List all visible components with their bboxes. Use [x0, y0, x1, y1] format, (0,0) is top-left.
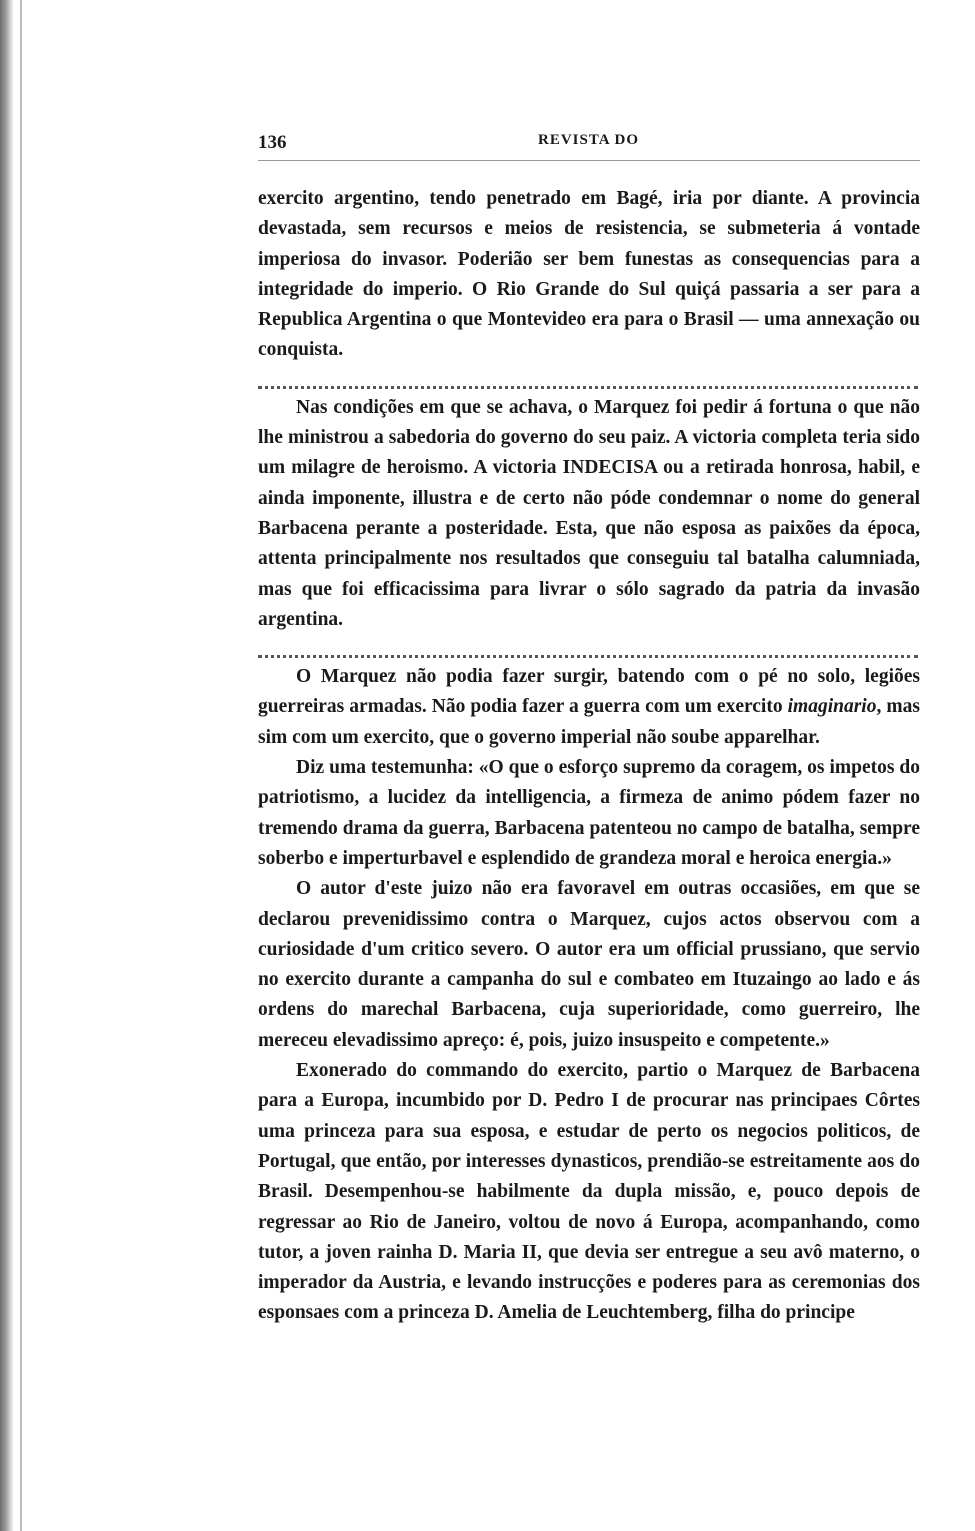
binding-edge-line	[20, 0, 22, 1531]
page-number: 136	[258, 132, 287, 153]
paragraph-6: Exonerado do commando do exercito, partio o Marquez de Barbacena para a Europa, incumbido por D. Pedro I de procurar nas principaes Côrtes uma princeza para sua esposa, e estudar de perto os negocios politicos, de Portugal, que então, por interesses dynasticos, prendião-se estreitamente aos do Brasil. Desempenhou-se habilmente da dupla missão, e, pouco depois de regressar ao Rio de Janeiro, voltou de novo á Europa, acompanhando, como tutor, a joven rainha D. Maria II, que devia ser entregue a seu avô materno, o imperador da Austria, e levando instrucções e poderes para as ceremonias dos esponsaes com a princeza D. Amelia de Leuchtemberg, filha do principe	[258, 1060, 920, 1324]
dotted-separator-1	[258, 368, 918, 389]
paragraph-1: exercito argentino, tendo penetrado em Bagé, iria por diante. A provincia devastada, sem recursos e meios de resistencia, se submeteria á vontade imperiosa do invasor. Poderião ser bem funestas as consequencias para a integridade do imperio. O Rio Grande do Sul quiçá passaria a ser para a Republica Argentina o que Montevideo era para o Brasil — uma annexação ou conquista.	[258, 188, 920, 361]
paragraph-3	[258, 662, 920, 753]
paragraph-3-text-a: O Marquez não podia fazer surgir, batendo com o pé no solo, legiões guerreiras armadas. Não podia fazer a guerra com um exercito	[258, 666, 920, 718]
paragraph-3-italic: imaginario	[787, 696, 877, 718]
dotted-separator-2	[258, 637, 918, 658]
header-rule	[258, 160, 920, 161]
running-head: REVISTA DO	[538, 132, 639, 148]
paragraph-3-text-b: , mas sim com um exercito, que o governo imperial não soube apparelhar.	[258, 696, 920, 748]
paragraph-5: O autor d'este juizo não era favoravel em outras occasiões, em que se declarou prevenidissimo contra o Marquez, cujos actos observou com a curiosidade d'um critico severo. O autor era um official prussiano, que servio no exercito durante a campanha do sul e combateo em Ituzaingo ao lado e ás ordens do marechal Barbacena, cuja superioridade, como guerreiro, lhe mereceu elevadissimo apreço: é, pois, juizo insuspeito e competente.»	[258, 878, 920, 1051]
paragraph-4: Diz uma testemunha: «O que o esforço supremo da coragem, os impetos do patriotismo, a lucidez da intelligencia, a firmeza de animo pódem fazer no tremendo drama da guerra, Barbacena patenteou no campo de batalha, sempre soberbo e imperturbavel e esplendido de grandeza moral e heroica energia.»	[258, 757, 920, 869]
page-body	[258, 184, 920, 1329]
page-header	[258, 132, 920, 162]
book-binding-shadow	[0, 0, 14, 1531]
paragraph-2: Nas condições em que se achava, o Marquez foi pedir á fortuna o que não lhe ministrou a sabedoria do governo do seu paiz. A victoria completa teria sido um milagre de heroismo. A victoria INDECISA ou a retirada honrosa, habil, e ainda imponente, illustra e de certo não póde condemnar o nome do general Barbacena perante a posteridade. Esta, que não esposa as paixões da época, attenta principalmente nos resultados que conseguiu tal batalha calumniada, mas que foi efficacissima para livrar o sólo sagrado da patria da invasão argentina.	[258, 396, 920, 630]
